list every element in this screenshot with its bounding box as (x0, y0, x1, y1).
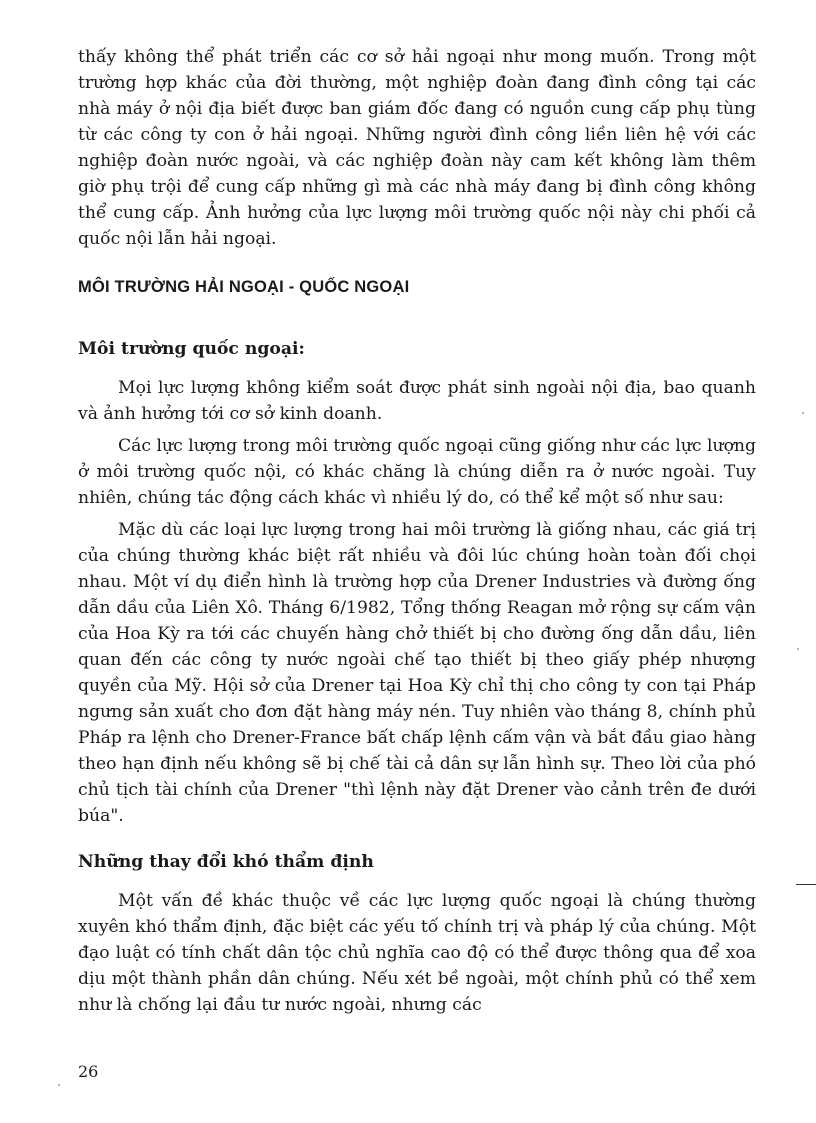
subheading-hard-to-assess: Những thay đổi khó thẩm định (78, 852, 374, 872)
section-heading: MÔI TRƯỜNG HẢI NGOẠI - QUỐC NGOẠI (78, 278, 410, 296)
margin-mark (796, 884, 816, 885)
scan-speck (797, 648, 799, 650)
paragraph-foreign-definition: Mọi lực lượng không kiểm soát được phát sinh ngoài nội địa, bao quanh và ảnh hưởng tới cơ sở kinh doanh. (78, 378, 756, 424)
scan-speck (802, 412, 804, 414)
paragraph-foreign-forces: Các lực lượng trong môi trường quốc ngoại cũng giống như các lực lượng ở môi trường quốc nội, có khác chăng là chúng diễn ra ở nước ngoài. Tuy nhiên, chúng tác động cách khác vì nhiều lý do, có thể kể một số như sau: (78, 436, 756, 508)
paragraph-hard-to-assess: Một vấn đề khác thuộc về các lực lượng quốc ngoại là chúng thường xuyên khó thẩm định, đặc biệt các yếu tố chính trị và pháp lý của chúng. Một đạo luật có tính chất dân tộc chủ nghĩa cao độ có thể được thông qua để xoa dịu một thành phần dân chúng. Nếu xét bề ngoài, một chính phủ có thể xem như là chống lại đầu tư nước ngoài, nhưng các (78, 891, 756, 1015)
subheading-foreign-environment: Môi trường quốc ngoại: (78, 339, 305, 359)
paragraph-drener-example: Mặc dù các loại lực lượng trong hai môi trường là giống nhau, các giá trị của chúng thường khác biệt rất nhiều và đôi lúc chúng hoàn toàn đối chọi nhau. Một ví dụ điển hình là trường hợp của Drener Industries và đường ống dẫn dầu của Liên Xô. Tháng 6/1982, Tổng thống Reagan mở rộng sự cấm vận của Hoa Kỳ ra tới các chuyến hàng chở thiết bị cho đường ống dẫn dầu, liên quan đến các công ty nước ngoài chế tạo thiết bị theo giấy phép nhượng quyền của Mỹ. Hội sở của Drener tại Hoa Kỳ chỉ thị cho công ty con tại Pháp ngưng sản xuất cho đơn đặt hàng máy nén. Tuy nhiên vào tháng 8, chính phủ Pháp ra lệnh cho Drener-France bất chấp lệnh cấm vận và bắt đầu giao hàng theo hạn định nếu không sẽ bị chế tài cả dân sự lẫn hình sự. Theo lời của phó chủ tịch tài chính của Drener "thì lệnh này đặt Drener vào cảnh trên đe dưới búa". (78, 520, 756, 826)
page-number: 26 (78, 1062, 99, 1081)
page-body (78, 44, 756, 1018)
scan-speck (58, 1084, 60, 1086)
opening-paragraph: thấy không thể phát triển các cơ sở hải ngoại như mong muốn. Trong một trường hợp khác của đời thường, một nghiệp đoàn đang đình công tại các nhà máy ở nội địa biết được ban giám đốc đang có nguồn cung cấp phụ tùng từ các công ty con ở hải ngoại. Những người đình công liền liên hệ với các nghiệp đoàn nước ngoài, và các nghiệp đoàn này cam kết không làm thêm giờ phụ trội để cung cấp những gì mà các nhà máy đang bị đình công không thể cung cấp. Ảnh hưởng của lực lượng môi trường quốc nội này chi phối cả quốc nội lẫn hải ngoại. (78, 47, 756, 249)
